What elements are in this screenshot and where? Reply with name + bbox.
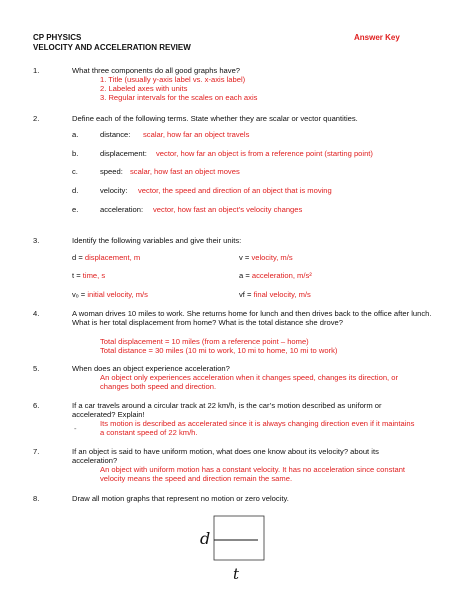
q2e-answer: vector, how fast an object’s velocity changes (153, 205, 303, 214)
q2c-answer: scalar, how fast an object moves (130, 167, 240, 176)
graph-x-label: t (233, 565, 240, 583)
q1-answer-2: 2. Labeled axes with units (100, 84, 188, 93)
q4-answer-2: Total distance = 30 miles (10 mi to work, 10 mi to home, 10 mi to work) (100, 346, 338, 355)
answer-key-label: Answer Key (354, 33, 400, 42)
q7-text: If an object is said to have uniform motion, what does one know about its velocity? about its acceleration? (72, 447, 379, 466)
q8-number: 8. (33, 494, 40, 503)
q2e-term: acceleration: (100, 205, 144, 214)
q2c-letter: c. (72, 167, 78, 176)
q3-var-t: t = time, s (72, 271, 106, 280)
course-title: CP PHYSICS (33, 33, 82, 42)
q4-text: A woman drives 10 miles to work. She returns home for lunch and then drives back to the office after lunch. What is her total displacement from home? What is the total distance she drove? (72, 309, 432, 328)
q2b-answer: vector, how far an object is from a reference point (starting point) (156, 149, 373, 158)
q2a-letter: a. (72, 130, 79, 139)
q4-number: 4. (33, 309, 40, 318)
q3-var-vf: vf = final velocity, m/s (239, 290, 311, 299)
q1-answer-1: 1. Title (usually y-axis label vs. x-axis label) (100, 75, 246, 84)
q2a-term: distance: (100, 130, 131, 139)
q5-answer: An object only experiences acceleration when it changes speed, changes its direction, or changes both speed and direction. (100, 373, 399, 392)
q1-number: 1. (33, 66, 40, 75)
graph-frame (214, 516, 264, 560)
graph-y-label: d (200, 529, 211, 548)
q6-answer: Its motion is described as accelerated since it is always changing direction even if it maintains a constant speed of 22 km/h. (100, 419, 415, 438)
q2d-term: velocity: (100, 186, 128, 195)
q2b-term: displacement: (100, 149, 147, 158)
q3-var-v0: vₒ = initial velocity, m/s (72, 290, 148, 299)
q2c-term: speed: (100, 167, 123, 176)
q1-text: What three components do all good graphs have? (72, 66, 241, 75)
q2-number: 2. (33, 114, 40, 123)
q1-answer-3: 3. Regular intervals for the scales on each axis (100, 93, 258, 102)
q3-text: Identify the following variables and give their units: (72, 236, 242, 245)
q6-number: 6. (33, 401, 40, 410)
q5-text: When does an object experience acceleration? (72, 364, 230, 373)
q2d-letter: d. (72, 186, 79, 195)
q3-var-d: d = displacement, m (72, 253, 141, 262)
q2e-letter: e. (72, 205, 79, 214)
q3-var-a: a = acceleration, m/s² (239, 271, 312, 280)
q3-var-v: v = velocity, m/s (239, 253, 293, 262)
q2a-answer: scalar, how far an object travels (143, 130, 250, 139)
q8-text: Draw all motion graphs that represent no motion or zero velocity. (72, 494, 289, 503)
q7-number: 7. (33, 447, 40, 456)
q4-answer-1: Total displacement = 10 miles (from a reference point – home) (100, 337, 309, 346)
q5-number: 5. (33, 364, 40, 373)
q3-number: 3. (33, 236, 40, 245)
q7-answer: An object with uniform motion has a constant velocity. It has no acceleration since constant velocity means the speed and direction remain the same. (100, 465, 406, 484)
q2b-letter: b. (72, 149, 79, 158)
worksheet-title: VELOCITY AND ACCELERATION REVIEW (33, 43, 191, 52)
q2d-answer: vector, the speed and direction of an object that is moving (138, 186, 332, 195)
q6-mark: - (74, 424, 77, 433)
q6-text: If a car travels around a circular track at 22 km/h, is the car’s motion described as uniform or accelerated? Explain! (72, 401, 382, 420)
q2-text: Define each of the following terms. State whether they are scalar or vector quantities. (72, 114, 358, 123)
